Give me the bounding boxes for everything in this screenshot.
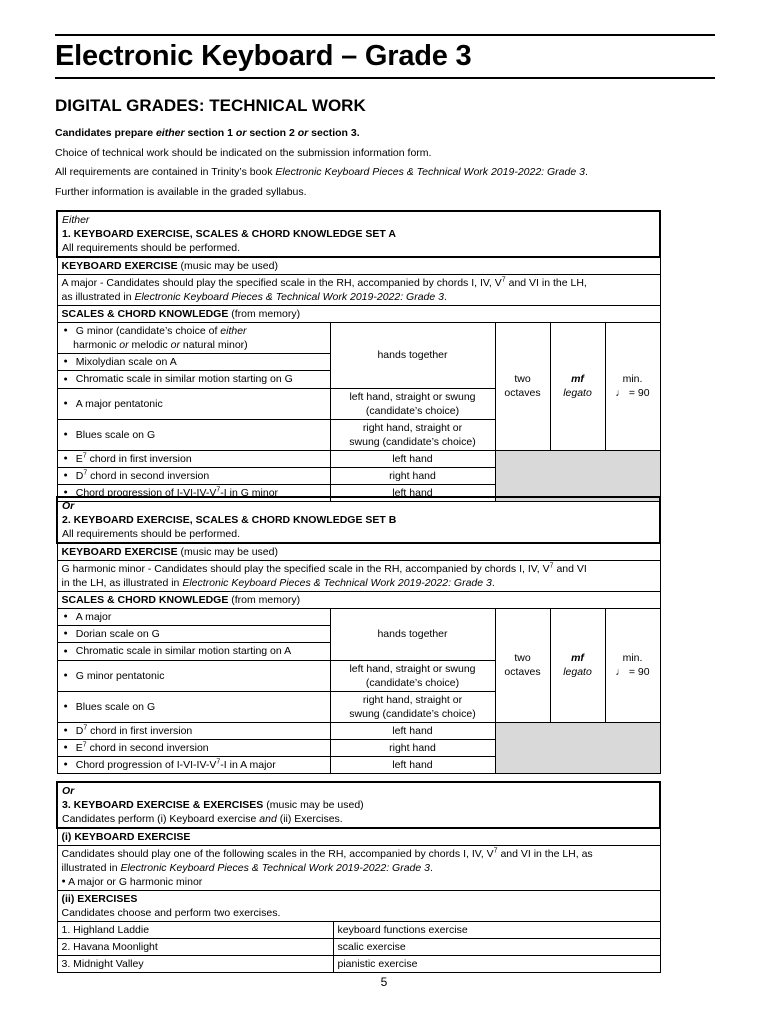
set-c-header: Or 3. KEYBOARD EXERCISE & EXERCISES (music may be used) Candidates perform (i) Keyboard exercise and (ii) Exercises.: [57, 782, 660, 828]
list-item: ● Blues scale on G: [57, 691, 330, 722]
intro-line-3: All requirements are contained in Trinity’s book Electronic Keyboard Pieces & Technical Work 2019-2022: Grade 3.: [55, 166, 588, 178]
set-a-ke-text: A major - Candidates should play the specified scale in the RH, accompanied by chords I, IV, $V^7$ and VI in the LH, as illustrated in Electronic Keyboard Pieces & Technical Work 2019-2022: Grade 3.: [57, 275, 660, 306]
list-item: ● Dorian scale on G: [57, 626, 330, 643]
page-title: Electronic Keyboard – Grade 3: [55, 40, 472, 72]
table-row: [57, 922, 660, 939]
set-a-scales-label: SCALES & CHORD KNOWLEDGE (from memory): [57, 306, 660, 323]
set-b-table: [56, 496, 661, 774]
intro-text: [55, 124, 715, 202]
exercise-type: scalic exercise: [333, 939, 660, 956]
set-a-header: Either 1. KEYBOARD EXERCISE, SCALES & CHORD KNOWLEDGE SET A All requirements should be performed.: [57, 211, 660, 257]
list-item: ● $D^7$ chord in second inversion: [57, 467, 330, 484]
set-b-ke-label: KEYBOARD EXERCISE (music may be used): [57, 543, 660, 561]
intro-line-4: Further information is available in the graded syllabus.: [55, 185, 307, 198]
section-heading: DIGITAL GRADES: TECHNICAL WORK: [55, 96, 366, 115]
set-c-table: [56, 781, 661, 973]
hand-cell: right hand, straight or swung (candidate’s choice): [330, 691, 495, 722]
list-item: ● G minor pentatonic: [57, 660, 330, 691]
tempo-cell: min. ♩ = 90: [605, 323, 660, 451]
hand-cell: left hand: [330, 485, 495, 502]
dynamics-cell: mf legato: [550, 323, 605, 451]
set-a-ke-label: KEYBOARD EXERCISE (music may be used): [57, 257, 660, 275]
hand-cell: left hand: [330, 450, 495, 467]
hand-cell: right hand: [330, 739, 495, 756]
table-row: [57, 956, 660, 973]
exercise-name: 3. Midnight Valley: [57, 956, 333, 973]
list-item: ● Chromatic scale in similar motion starting on G: [57, 371, 330, 388]
page-number: 5: [380, 975, 388, 989]
intro-line-1: Candidates prepare either section 1 or section 2 or section 3.: [55, 127, 360, 139]
list-item: ● $D^7$ chord in first inversion: [57, 722, 330, 739]
list-item: ● G minor (candidate’s choice of either harmonic or melodic or natural minor): [57, 323, 330, 354]
hand-cell: right hand: [330, 467, 495, 484]
hand-cell: left hand, straight or swung (candidate’s choice): [330, 388, 495, 419]
set-a-table: [56, 210, 661, 502]
set-b-header: Or 2. KEYBOARD EXERCISE, SCALES & CHORD KNOWLEDGE SET B All requirements should be performed.: [57, 497, 660, 543]
hand-cell: left hand: [330, 722, 495, 739]
list-item: ● $E^7$ chord in first inversion: [57, 450, 330, 467]
set-b-ke-text: G harmonic minor - Candidates should play the specified scale in the RH, accompanied by chords I, IV, $V^7$ and VI in the LH, as illustrated in Electronic Keyboard Pieces & Technical Work 2019-2022: Grade 3.: [57, 561, 660, 592]
grey-cell: [495, 722, 660, 774]
tempo-cell: min. ♩ = 90: [605, 609, 660, 723]
list-item: ● Mixolydian scale on A: [57, 354, 330, 371]
range-cell: two octaves: [495, 323, 550, 451]
hand-cell: right hand, straight or swung (candidate’s choice): [330, 419, 495, 450]
list-item: ● Chord progression of $I-VI-IV-V^7-I$ in G minor: [57, 485, 330, 502]
set-c-sub1-text: Candidates should play one of the following scales in the RH, accompanied by chords I, IV, $V^7$ and VI in the LH, as illustrated in Electronic Keyboard Pieces & Technical Work 2019-2022: Grade 3. ● A major or G harmonic minor: [57, 846, 660, 891]
exercise-name: 2. Havana Moonlight: [57, 939, 333, 956]
list-item: ● $E^7$ chord in second inversion: [57, 739, 330, 756]
grey-cell: [495, 450, 660, 502]
header-bottom-rule: [55, 77, 715, 79]
list-item: ● Chord progression of $I-VI-IV-V^7-I$ in A major: [57, 757, 330, 774]
exercise-type: keyboard functions exercise: [333, 922, 660, 939]
hand-cell: left hand: [330, 757, 495, 774]
list-item: ● Blues scale on G: [57, 419, 330, 450]
header-top-rule: [55, 34, 715, 36]
exercise-name: 1. Highland Laddie: [57, 922, 333, 939]
set-c-sub1-label: (i) KEYBOARD EXERCISE: [57, 828, 660, 846]
list-item: ● A major pentatonic: [57, 388, 330, 419]
hands-together: hands together: [330, 323, 495, 389]
list-item: ● A major: [57, 609, 330, 626]
table-row: [57, 939, 660, 956]
hands-together: hands together: [330, 609, 495, 661]
set-c-sub2: (ii) EXERCISES Candidates choose and perform two exercises.: [57, 891, 660, 922]
dynamics-cell: mf legato: [550, 609, 605, 723]
set-b-scales-label: SCALES & CHORD KNOWLEDGE (from memory): [57, 592, 660, 609]
hand-cell: left hand, straight or swung (candidate’s choice): [330, 660, 495, 691]
exercise-type: pianistic exercise: [333, 956, 660, 973]
list-item: ● Chromatic scale in similar motion starting on A: [57, 643, 330, 660]
range-cell: two octaves: [495, 609, 550, 723]
intro-line-2: Choice of technical work should be indicated on the submission information form.: [55, 146, 432, 159]
